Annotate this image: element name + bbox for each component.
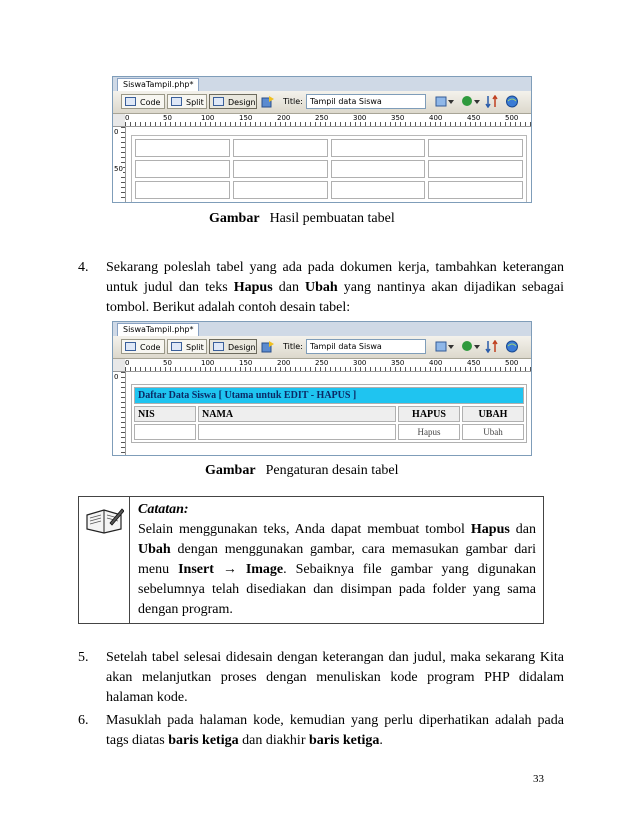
ruler-number: 0 <box>125 114 130 122</box>
step-6-text: Masuklah pada halaman kode, kemudian yang perlu diperhatikan adalah pada tags diatas baris ketiga dan diakhir baris ketiga. <box>106 713 564 748</box>
refresh-design-icon[interactable] <box>485 95 499 108</box>
column-header-ubah[interactable]: UBAH <box>462 406 524 422</box>
refresh-design-icon[interactable] <box>485 340 499 353</box>
design-canvas[interactable] <box>126 372 531 455</box>
table-header-row <box>134 387 524 404</box>
ruler-number: 100 <box>201 359 215 367</box>
page-number: 33 <box>533 773 544 785</box>
ruler-number: 500 <box>505 359 519 367</box>
split-view-icon <box>171 342 182 351</box>
table-row <box>135 160 523 178</box>
table-row <box>134 424 524 440</box>
design-view-button[interactable]: Design <box>209 94 257 109</box>
design-canvas[interactable] <box>126 127 531 202</box>
ruler-corner <box>113 114 125 127</box>
page-title-input[interactable]: Tampil data Siswa <box>306 339 426 354</box>
design-view-button[interactable]: Design <box>209 339 257 354</box>
figure-caption-1: Gambar Hasil pembuatan tabel <box>209 211 395 226</box>
preview-browser-icon[interactable] <box>461 95 481 108</box>
table-cell[interactable] <box>331 181 426 199</box>
ruler-number: 450 <box>467 359 481 367</box>
step-4-text: Sekarang poleslah tabel yang ada pada dokumen kerja, tambahkan keterangan untuk judul dan teks Hapus dan Ubah yang nantinya akan dijadikan sebagai tombol. Berikut adalah contoh desain tabel: <box>106 260 564 315</box>
ruler-number: 150 <box>239 359 253 367</box>
hapus-cell[interactable]: Hapus <box>398 424 460 440</box>
page-title-input[interactable]: Tampil data Siswa <box>306 94 426 109</box>
table-row <box>135 139 523 157</box>
table-cell[interactable] <box>233 139 328 157</box>
code-view-icon <box>125 342 136 351</box>
table-cell[interactable] <box>135 160 230 178</box>
ruler-number: 350 <box>391 114 405 122</box>
table-cell[interactable] <box>135 181 230 199</box>
horizontal-ruler <box>125 359 531 372</box>
ruler-number: 250 <box>315 359 329 367</box>
ruler-number: 400 <box>429 359 443 367</box>
live-view-icon[interactable] <box>261 95 275 108</box>
split-view-icon <box>171 97 182 106</box>
column-header-hapus[interactable]: HAPUS <box>398 406 460 422</box>
column-header-nis[interactable]: NIS <box>134 406 196 422</box>
document-toolbar <box>113 91 531 114</box>
design-view-icon <box>213 342 224 351</box>
note-icon-cell <box>79 497 130 623</box>
table-cell[interactable] <box>134 424 196 440</box>
ruler-number: 0 <box>125 359 130 367</box>
empty-table[interactable] <box>131 135 527 203</box>
ruler-number: 250 <box>315 114 329 122</box>
view-options-globe-icon[interactable] <box>505 95 519 108</box>
ruler-number: 200 <box>277 359 291 367</box>
notebook-pencil-icon <box>84 505 124 535</box>
table-cell[interactable] <box>233 181 328 199</box>
ruler-number: 500 <box>505 114 519 122</box>
horizontal-ruler <box>125 114 531 127</box>
document-tab-strip <box>113 77 531 91</box>
table-cell[interactable] <box>428 160 523 178</box>
ruler-number: 0 <box>114 373 119 381</box>
ruler-corner <box>113 359 125 372</box>
code-view-icon <box>125 97 136 106</box>
document-toolbar <box>113 336 531 359</box>
live-view-icon[interactable] <box>261 340 275 353</box>
ruler-number: 50 <box>163 114 172 122</box>
column-header-nama[interactable]: NAMA <box>198 406 396 422</box>
split-view-button[interactable]: Split <box>167 339 207 354</box>
code-view-button[interactable]: Code <box>121 94 165 109</box>
figure-caption-2: Gambar Pengaturan desain tabel <box>205 463 399 478</box>
ruler-number: 100 <box>201 114 215 122</box>
ruler-number: 150 <box>239 114 253 122</box>
note-text: Catatan: Selain menggunakan teks, Anda dapat membuat tombol Hapus dan Ubah dengan menggunakan gambar, cara memasukan gambar dari menu Insert → Image. Sebaiknya file gambar yang digunakan sebelumnya telah disediakan dan disimpan pada folder yang sama dengan program. <box>138 502 536 617</box>
table-cell[interactable] <box>331 160 426 178</box>
preview-browser-icon[interactable] <box>461 340 481 353</box>
design-view-icon <box>213 97 224 106</box>
ruler-number: 0 <box>114 128 119 136</box>
table-cell[interactable] <box>428 181 523 199</box>
step-number: 6. <box>78 713 89 728</box>
title-label: Title: <box>283 97 303 106</box>
dreamweaver-screenshot-1 <box>112 76 532 203</box>
file-management-icon[interactable] <box>435 340 455 353</box>
ruler-number: 400 <box>429 114 443 122</box>
document-tab[interactable]: SiswaTampil.php* <box>117 323 199 336</box>
ubah-cell[interactable]: Ubah <box>462 424 524 440</box>
title-label: Title: <box>283 342 303 351</box>
vertical-ruler <box>113 372 126 455</box>
table-cell[interactable] <box>198 424 396 440</box>
view-options-globe-icon[interactable] <box>505 340 519 353</box>
ruler-number: 50 <box>114 165 123 173</box>
ruler-number: 300 <box>353 359 367 367</box>
ruler-number: 200 <box>277 114 291 122</box>
ruler-number: 450 <box>467 114 481 122</box>
note-box <box>78 496 544 624</box>
table-cell[interactable] <box>331 139 426 157</box>
dreamweaver-screenshot-2 <box>112 321 532 456</box>
table-row <box>135 181 523 199</box>
document-tab[interactable]: SiswaTampil.php* <box>117 78 199 91</box>
file-management-icon[interactable] <box>435 95 455 108</box>
table-cell[interactable] <box>135 139 230 157</box>
ruler-number: 50 <box>163 359 172 367</box>
table-cell[interactable] <box>428 139 523 157</box>
table-title-cell[interactable]: Daftar Data Siswa [ Utama untuk EDIT - HAPUS ] <box>134 387 524 404</box>
vertical-ruler <box>113 127 126 202</box>
step-number: 4. <box>78 260 89 275</box>
document-tab-strip <box>113 322 531 336</box>
table-cell[interactable] <box>233 160 328 178</box>
note-title: Catatan: <box>138 502 189 517</box>
column-header-row <box>134 406 524 422</box>
split-view-button[interactable]: Split <box>167 94 207 109</box>
step-5-text: Setelah tabel selesai didesain dengan keterangan dan judul, maka sekarang Kita akan melanjutkan proses dengan menuliskan kode program PHP didalam halaman kode. <box>106 650 564 705</box>
data-siswa-table[interactable] <box>131 384 527 443</box>
ruler-number: 350 <box>391 359 405 367</box>
ruler-number: 300 <box>353 114 367 122</box>
code-view-button[interactable]: Code <box>121 339 165 354</box>
step-number: 5. <box>78 650 89 665</box>
